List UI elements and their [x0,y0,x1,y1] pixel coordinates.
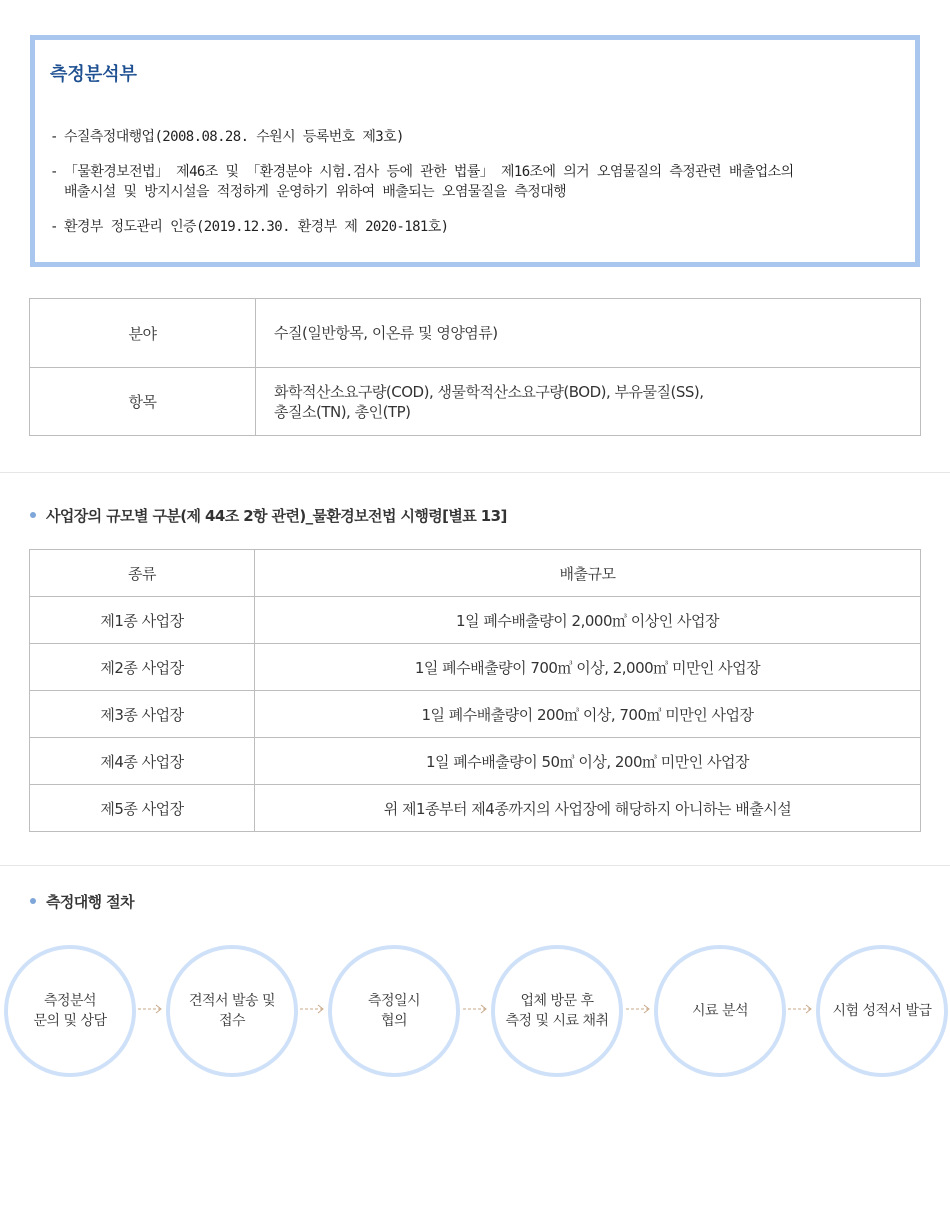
section-divider [0,472,950,473]
process-step-5 [654,945,786,1077]
table-row [30,368,921,436]
process-step-4 [491,945,623,1077]
table-row [30,299,921,368]
process-step-2 [166,945,298,1077]
scale-type: 제4종 사업장 [30,738,255,785]
info-box [30,35,920,267]
arrow-right-icon [625,1003,651,1015]
scale-table [29,549,921,832]
arrow-right-icon [462,1003,488,1015]
scale-description: 1일 폐수배출량이 700㎥ 이상, 2,000㎥ 미만인 사업장 [255,644,921,691]
process-step-label: 업체 방문 후 측정 및 시료 채취 [505,993,609,1029]
field-value-line: 총질소(TN), 총인(TP) [274,402,411,421]
dash-bullet: - [50,164,58,180]
scale-section-title [30,505,507,526]
info-item [50,217,448,237]
scale-type: 제3종 사업장 [30,691,255,738]
field-value: 수질(일반항목, 이온류 및 영양염류) [256,299,921,368]
bullet-dot-icon [30,512,36,518]
column-header: 종류 [30,550,255,597]
scale-type: 제1종 사업장 [30,597,255,644]
process-step-1 [4,945,136,1077]
process-section-title [30,891,134,912]
scale-description: 위 제1종부터 제4종까지의 사업장에 해당하지 아니하는 배출시설 [255,785,921,832]
table-header-row [30,550,921,597]
field-key: 항목 [30,368,256,436]
scale-description: 1일 폐수배출량이 50㎥ 이상, 200㎥ 미만인 사업장 [255,738,921,785]
table-row [30,644,921,691]
scale-type: 제5종 사업장 [30,785,255,832]
process-step-label: 견적서 발송 및 접수 [188,993,276,1029]
process-section-title-text: 측정대행 절차 [46,893,134,911]
process-step-3 [328,945,460,1077]
info-item-text: 수질측정대행업(2008.08.28. 수원시 등록번호 제3호) [64,129,404,145]
table-row [30,597,921,644]
info-item-text: 「물환경보전법」 제46조 및 「환경분야 시험.검사 등에 관한 법률」 제16조에 의거 오염물질의 측정관련 배출업소의 [64,164,794,180]
arrow-right-icon [137,1003,163,1015]
process-step-label: 시험 성적서 발급 [832,1003,932,1019]
field-value-line: 화학적산소요구량(COD), 생물학적산소요구량(BOD), 부유물질(SS), [274,382,704,401]
scale-type: 제2종 사업장 [30,644,255,691]
section-divider [0,865,950,866]
arrow-right-icon [299,1003,325,1015]
section-title: 측정분석부 [50,64,137,85]
scale-description: 1일 폐수배출량이 200㎥ 이상, 700㎥ 미만인 사업장 [255,691,921,738]
dash-bullet: - [50,129,58,145]
info-item [50,162,794,202]
process-step-label: 측정분석 문의 및 상담 [33,993,107,1029]
scale-description: 1일 폐수배출량이 2,000㎥ 이상인 사업장 [255,597,921,644]
process-step-label: 측정일시 협의 [367,993,421,1029]
table-row [30,738,921,785]
info-item-continuation: 배출시설 및 방지시설을 적정하게 운영하기 위하여 배출되는 오염물질을 측정대행 [64,184,567,200]
process-step-label: 시료 분석 [691,1003,749,1019]
arrow-right-icon [787,1003,813,1015]
process-step-6 [816,945,948,1077]
bullet-dot-icon [30,898,36,904]
table-row [30,785,921,832]
table-row [30,691,921,738]
field-value [256,368,921,436]
column-header: 배출규모 [255,550,921,597]
info-item [50,127,404,147]
scale-section-title-text: 사업장의 규모별 구분(제 44조 2항 관련)_물환경보전법 시행령[별표 13] [46,507,507,525]
field-key: 분야 [30,299,256,368]
field-table [29,298,921,436]
info-item-text: 환경부 정도관리 인증(2019.12.30. 환경부 제 2020-181호) [64,219,449,235]
dash-bullet: - [50,219,58,235]
